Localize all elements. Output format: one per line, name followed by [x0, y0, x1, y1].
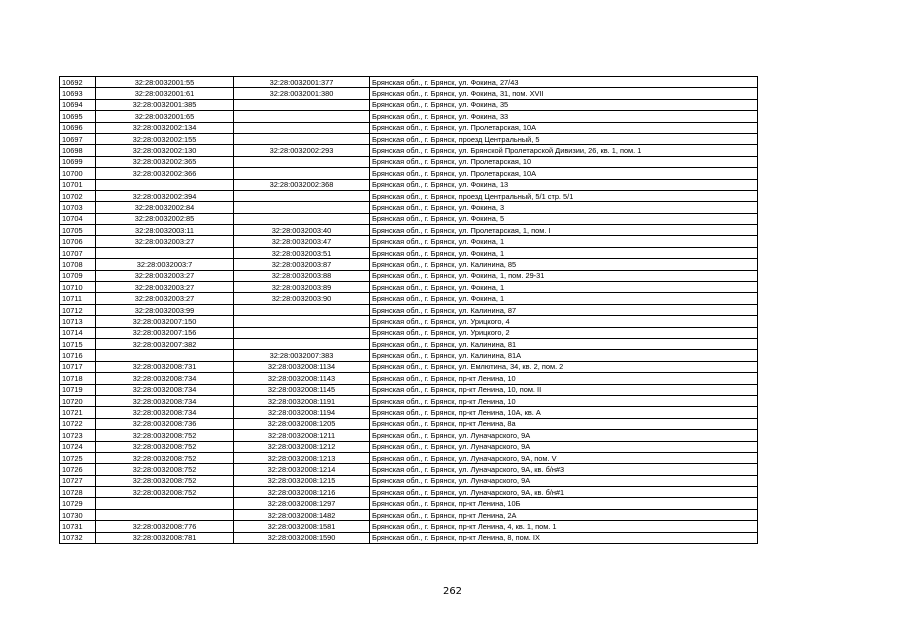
table-row	[60, 145, 758, 156]
object-cadastral-number-cell	[234, 316, 370, 327]
parcel-cadastral-number-cell: 32:28:0032002:394	[96, 190, 234, 201]
address-cell: Брянская обл., г. Брянск, проезд Центральный, 5/1 стр. 5/1	[370, 190, 758, 201]
table-row	[60, 464, 758, 475]
parcel-cadastral-number-cell: 32:28:0032007:150	[96, 316, 234, 327]
parcel-cadastral-number-cell: 32:28:0032008:752	[96, 487, 234, 498]
address-cell: Брянская обл., г. Брянск, ул. Калинина, 87	[370, 304, 758, 315]
address-cell: Брянская обл., г. Брянск, пр-кт Ленина, 8а	[370, 418, 758, 429]
address-cell: Брянская обл., г. Брянск, пр-кт Ленина, 10	[370, 395, 758, 406]
row-number-cell: 10729	[60, 498, 96, 509]
address-cell: Брянская обл., г. Брянск, пр-кт Ленина, 10, пом. II	[370, 384, 758, 395]
parcel-cadastral-number-cell: 32:28:0032002:134	[96, 122, 234, 133]
row-number-cell: 10720	[60, 395, 96, 406]
registry-table-body	[60, 77, 758, 544]
object-cadastral-number-cell: 32:28:0032002:368	[234, 179, 370, 190]
address-cell: Брянская обл., г. Брянск, ул. Фокина, 1	[370, 293, 758, 304]
address-cell: Брянская обл., г. Брянск, пр-кт Ленина, 2А	[370, 509, 758, 520]
address-cell: Брянская обл., г. Брянск, ул. Луначарского, 9А, кв. б/н#1	[370, 487, 758, 498]
address-cell: Брянская обл., г. Брянск, ул. Фокина, 1	[370, 282, 758, 293]
property-registry-table	[59, 76, 758, 544]
row-number-cell: 10727	[60, 475, 96, 486]
row-number-cell: 10728	[60, 487, 96, 498]
table-row	[60, 156, 758, 167]
table-row	[60, 327, 758, 338]
parcel-cadastral-number-cell	[96, 350, 234, 361]
parcel-cadastral-number-cell	[96, 498, 234, 509]
row-number-cell: 10725	[60, 452, 96, 463]
address-cell: Брянская обл., г. Брянск, ул. Луначарского, 9А, кв. б/н#3	[370, 464, 758, 475]
object-cadastral-number-cell: 32:28:0032003:40	[234, 225, 370, 236]
row-number-cell: 10709	[60, 270, 96, 281]
table-row	[60, 441, 758, 452]
parcel-cadastral-number-cell	[96, 247, 234, 258]
table-row	[60, 259, 758, 270]
table-row	[60, 316, 758, 327]
row-number-cell: 10707	[60, 247, 96, 258]
address-cell: Брянская обл., г. Брянск, ул. Фокина, 1	[370, 236, 758, 247]
parcel-cadastral-number-cell: 32:28:0032001:65	[96, 111, 234, 122]
object-cadastral-number-cell	[234, 338, 370, 349]
address-cell: Брянская обл., г. Брянск, ул. Пролетарская, 10А	[370, 168, 758, 179]
row-number-cell: 10704	[60, 213, 96, 224]
row-number-cell: 10717	[60, 361, 96, 372]
row-number-cell: 10699	[60, 156, 96, 167]
table-row	[60, 225, 758, 236]
address-cell: Брянская обл., г. Брянск, ул. Луначарского, 9А, пом. V	[370, 452, 758, 463]
table-row	[60, 202, 758, 213]
object-cadastral-number-cell: 32:28:0032008:1143	[234, 373, 370, 384]
parcel-cadastral-number-cell: 32:28:0032007:156	[96, 327, 234, 338]
row-number-cell: 10698	[60, 145, 96, 156]
table-row	[60, 509, 758, 520]
parcel-cadastral-number-cell: 32:28:0032003:27	[96, 236, 234, 247]
row-number-cell: 10721	[60, 407, 96, 418]
table-row	[60, 395, 758, 406]
address-cell: Брянская обл., г. Брянск, ул. Урицкого, 4	[370, 316, 758, 327]
table-row	[60, 521, 758, 532]
address-cell: Брянская обл., г. Брянск, ул. Пролетарская, 10	[370, 156, 758, 167]
object-cadastral-number-cell	[234, 122, 370, 133]
address-cell: Брянская обл., г. Брянск, ул. Фокина, 27/43	[370, 77, 758, 88]
address-cell: Брянская обл., г. Брянск, ул. Фокина, 33	[370, 111, 758, 122]
object-cadastral-number-cell: 32:28:0032001:377	[234, 77, 370, 88]
object-cadastral-number-cell	[234, 168, 370, 179]
address-cell: Брянская обл., г. Брянск, пр-кт Ленина, 4, кв. 1, пом. 1	[370, 521, 758, 532]
parcel-cadastral-number-cell: 32:28:0032008:752	[96, 441, 234, 452]
address-cell: Брянская обл., г. Брянск, ул. Калинина, 81А	[370, 350, 758, 361]
parcel-cadastral-number-cell: 32:28:0032001:385	[96, 99, 234, 110]
row-number-cell: 10731	[60, 521, 96, 532]
object-cadastral-number-cell	[234, 190, 370, 201]
table-row	[60, 282, 758, 293]
row-number-cell: 10714	[60, 327, 96, 338]
address-cell: Брянская обл., г. Брянск, ул. Фокина, 1, пом. 29-31	[370, 270, 758, 281]
parcel-cadastral-number-cell	[96, 509, 234, 520]
row-number-cell: 10706	[60, 236, 96, 247]
parcel-cadastral-number-cell: 32:28:0032008:752	[96, 452, 234, 463]
parcel-cadastral-number-cell: 32:28:0032002:155	[96, 133, 234, 144]
object-cadastral-number-cell: 32:28:0032008:1213	[234, 452, 370, 463]
row-number-cell: 10694	[60, 99, 96, 110]
table-row	[60, 213, 758, 224]
row-number-cell: 10715	[60, 338, 96, 349]
object-cadastral-number-cell: 32:28:0032003:88	[234, 270, 370, 281]
table-row	[60, 430, 758, 441]
address-cell: Брянская обл., г. Брянск, ул. Луначарского, 9А	[370, 441, 758, 452]
parcel-cadastral-number-cell: 32:28:0032001:55	[96, 77, 234, 88]
object-cadastral-number-cell	[234, 327, 370, 338]
parcel-cadastral-number-cell: 32:28:0032008:731	[96, 361, 234, 372]
table-row	[60, 122, 758, 133]
row-number-cell: 10708	[60, 259, 96, 270]
row-number-cell: 10700	[60, 168, 96, 179]
address-cell: Брянская обл., г. Брянск, ул. Емлютина, 34, кв. 2, пом. 2	[370, 361, 758, 372]
object-cadastral-number-cell: 32:28:0032003:87	[234, 259, 370, 270]
object-cadastral-number-cell: 32:28:0032008:1482	[234, 509, 370, 520]
object-cadastral-number-cell: 32:28:0032008:1205	[234, 418, 370, 429]
object-cadastral-number-cell: 32:28:0032008:1214	[234, 464, 370, 475]
parcel-cadastral-number-cell: 32:28:0032003:99	[96, 304, 234, 315]
object-cadastral-number-cell	[234, 202, 370, 213]
object-cadastral-number-cell	[234, 111, 370, 122]
row-number-cell: 10726	[60, 464, 96, 475]
object-cadastral-number-cell: 32:28:0032003:51	[234, 247, 370, 258]
address-cell: Брянская обл., г. Брянск, пр-кт Ленина, 10Б	[370, 498, 758, 509]
parcel-cadastral-number-cell: 32:28:0032008:734	[96, 384, 234, 395]
parcel-cadastral-number-cell: 32:28:0032008:781	[96, 532, 234, 543]
row-number-cell: 10696	[60, 122, 96, 133]
table-row	[60, 304, 758, 315]
parcel-cadastral-number-cell: 32:28:0032008:752	[96, 464, 234, 475]
row-number-cell: 10701	[60, 179, 96, 190]
parcel-cadastral-number-cell: 32:28:0032003:27	[96, 282, 234, 293]
parcel-cadastral-number-cell: 32:28:0032007:382	[96, 338, 234, 349]
address-cell: Брянская обл., г. Брянск, пр-кт Ленина, 10	[370, 373, 758, 384]
address-cell: Брянская обл., г. Брянск, ул. Пролетарская, 1, пом. I	[370, 225, 758, 236]
object-cadastral-number-cell: 32:28:0032003:89	[234, 282, 370, 293]
address-cell: Брянская обл., г. Брянск, ул. Фокина, 3	[370, 202, 758, 213]
table-row	[60, 168, 758, 179]
address-cell: Брянская обл., г. Брянск, ул. Фокина, 31, пом. XVII	[370, 88, 758, 99]
row-number-cell: 10711	[60, 293, 96, 304]
table-row	[60, 270, 758, 281]
object-cadastral-number-cell: 32:28:0032008:1590	[234, 532, 370, 543]
table-row	[60, 293, 758, 304]
address-cell: Брянская обл., г. Брянск, ул. Фокина, 13	[370, 179, 758, 190]
object-cadastral-number-cell	[234, 156, 370, 167]
address-cell: Брянская обл., г. Брянск, ул. Урицкого, 2	[370, 327, 758, 338]
row-number-cell: 10732	[60, 532, 96, 543]
object-cadastral-number-cell: 32:28:0032007:383	[234, 350, 370, 361]
table-row	[60, 350, 758, 361]
row-number-cell: 10730	[60, 509, 96, 520]
object-cadastral-number-cell: 32:28:0032001:380	[234, 88, 370, 99]
row-number-cell: 10722	[60, 418, 96, 429]
parcel-cadastral-number-cell: 32:28:0032002:84	[96, 202, 234, 213]
row-number-cell: 10693	[60, 88, 96, 99]
object-cadastral-number-cell: 32:28:0032003:47	[234, 236, 370, 247]
object-cadastral-number-cell: 32:28:0032008:1215	[234, 475, 370, 486]
parcel-cadastral-number-cell: 32:28:0032001:61	[96, 88, 234, 99]
table-row	[60, 384, 758, 395]
row-number-cell: 10695	[60, 111, 96, 122]
row-number-cell: 10713	[60, 316, 96, 327]
parcel-cadastral-number-cell: 32:28:0032008:736	[96, 418, 234, 429]
parcel-cadastral-number-cell: 32:28:0032003:7	[96, 259, 234, 270]
table-row	[60, 487, 758, 498]
address-cell: Брянская обл., г. Брянск, проезд Центральный, 5	[370, 133, 758, 144]
row-number-cell: 10718	[60, 373, 96, 384]
row-number-cell: 10710	[60, 282, 96, 293]
page-number: 262	[442, 586, 463, 597]
row-number-cell: 10719	[60, 384, 96, 395]
object-cadastral-number-cell	[234, 213, 370, 224]
row-number-cell: 10692	[60, 77, 96, 88]
object-cadastral-number-cell: 32:28:0032008:1581	[234, 521, 370, 532]
parcel-cadastral-number-cell: 32:28:0032002:85	[96, 213, 234, 224]
address-cell: Брянская обл., г. Брянск, ул. Брянской Пролетарской Дивизии, 26, кв. 1, пом. 1	[370, 145, 758, 156]
row-number-cell: 10716	[60, 350, 96, 361]
address-cell: Брянская обл., г. Брянск, ул. Луначарского, 9А	[370, 475, 758, 486]
table-row	[60, 418, 758, 429]
object-cadastral-number-cell: 32:28:0032008:1134	[234, 361, 370, 372]
table-row	[60, 452, 758, 463]
table-row	[60, 532, 758, 543]
object-cadastral-number-cell	[234, 304, 370, 315]
address-cell: Брянская обл., г. Брянск, ул. Луначарского, 9А	[370, 430, 758, 441]
object-cadastral-number-cell: 32:28:0032008:1194	[234, 407, 370, 418]
row-number-cell: 10723	[60, 430, 96, 441]
parcel-cadastral-number-cell: 32:28:0032003:27	[96, 293, 234, 304]
address-cell: Брянская обл., г. Брянск, пр-кт Ленина, 10А, кв. А	[370, 407, 758, 418]
parcel-cadastral-number-cell: 32:28:0032008:734	[96, 395, 234, 406]
object-cadastral-number-cell: 32:28:0032008:1297	[234, 498, 370, 509]
row-number-cell: 10703	[60, 202, 96, 213]
row-number-cell: 10724	[60, 441, 96, 452]
address-cell: Брянская обл., г. Брянск, ул. Пролетарская, 10А	[370, 122, 758, 133]
table-row	[60, 498, 758, 509]
table-row	[60, 111, 758, 122]
parcel-cadastral-number-cell: 32:28:0032008:752	[96, 430, 234, 441]
parcel-cadastral-number-cell: 32:28:0032008:734	[96, 407, 234, 418]
parcel-cadastral-number-cell: 32:28:0032002:365	[96, 156, 234, 167]
object-cadastral-number-cell: 32:28:0032003:90	[234, 293, 370, 304]
address-cell: Брянская обл., г. Брянск, ул. Фокина, 5	[370, 213, 758, 224]
address-cell: Брянская обл., г. Брянск, ул. Калинина, 81	[370, 338, 758, 349]
object-cadastral-number-cell	[234, 99, 370, 110]
object-cadastral-number-cell: 32:28:0032008:1145	[234, 384, 370, 395]
address-cell: Брянская обл., г. Брянск, пр-кт Ленина, 8, пом. IX	[370, 532, 758, 543]
parcel-cadastral-number-cell	[96, 179, 234, 190]
table-row	[60, 407, 758, 418]
object-cadastral-number-cell: 32:28:0032008:1212	[234, 441, 370, 452]
table-row	[60, 77, 758, 88]
table-row	[60, 88, 758, 99]
address-cell: Брянская обл., г. Брянск, ул. Калинина, 85	[370, 259, 758, 270]
table-row	[60, 179, 758, 190]
parcel-cadastral-number-cell: 32:28:0032002:130	[96, 145, 234, 156]
object-cadastral-number-cell: 32:28:0032008:1211	[234, 430, 370, 441]
row-number-cell: 10702	[60, 190, 96, 201]
address-cell: Брянская обл., г. Брянск, ул. Фокина, 1	[370, 247, 758, 258]
parcel-cadastral-number-cell: 32:28:0032008:776	[96, 521, 234, 532]
parcel-cadastral-number-cell: 32:28:0032008:752	[96, 475, 234, 486]
parcel-cadastral-number-cell: 32:28:0032003:11	[96, 225, 234, 236]
table-row	[60, 247, 758, 258]
table-row	[60, 190, 758, 201]
row-number-cell: 10697	[60, 133, 96, 144]
table-row	[60, 236, 758, 247]
table-row	[60, 338, 758, 349]
object-cadastral-number-cell: 32:28:0032008:1191	[234, 395, 370, 406]
object-cadastral-number-cell	[234, 133, 370, 144]
row-number-cell: 10712	[60, 304, 96, 315]
table-row	[60, 99, 758, 110]
table-row	[60, 373, 758, 384]
table-row	[60, 361, 758, 372]
parcel-cadastral-number-cell: 32:28:0032002:366	[96, 168, 234, 179]
object-cadastral-number-cell: 32:28:0032008:1216	[234, 487, 370, 498]
parcel-cadastral-number-cell: 32:28:0032008:734	[96, 373, 234, 384]
table-row	[60, 133, 758, 144]
object-cadastral-number-cell: 32:28:0032002:293	[234, 145, 370, 156]
table-row	[60, 475, 758, 486]
address-cell: Брянская обл., г. Брянск, ул. Фокина, 35	[370, 99, 758, 110]
row-number-cell: 10705	[60, 225, 96, 236]
parcel-cadastral-number-cell: 32:28:0032003:27	[96, 270, 234, 281]
